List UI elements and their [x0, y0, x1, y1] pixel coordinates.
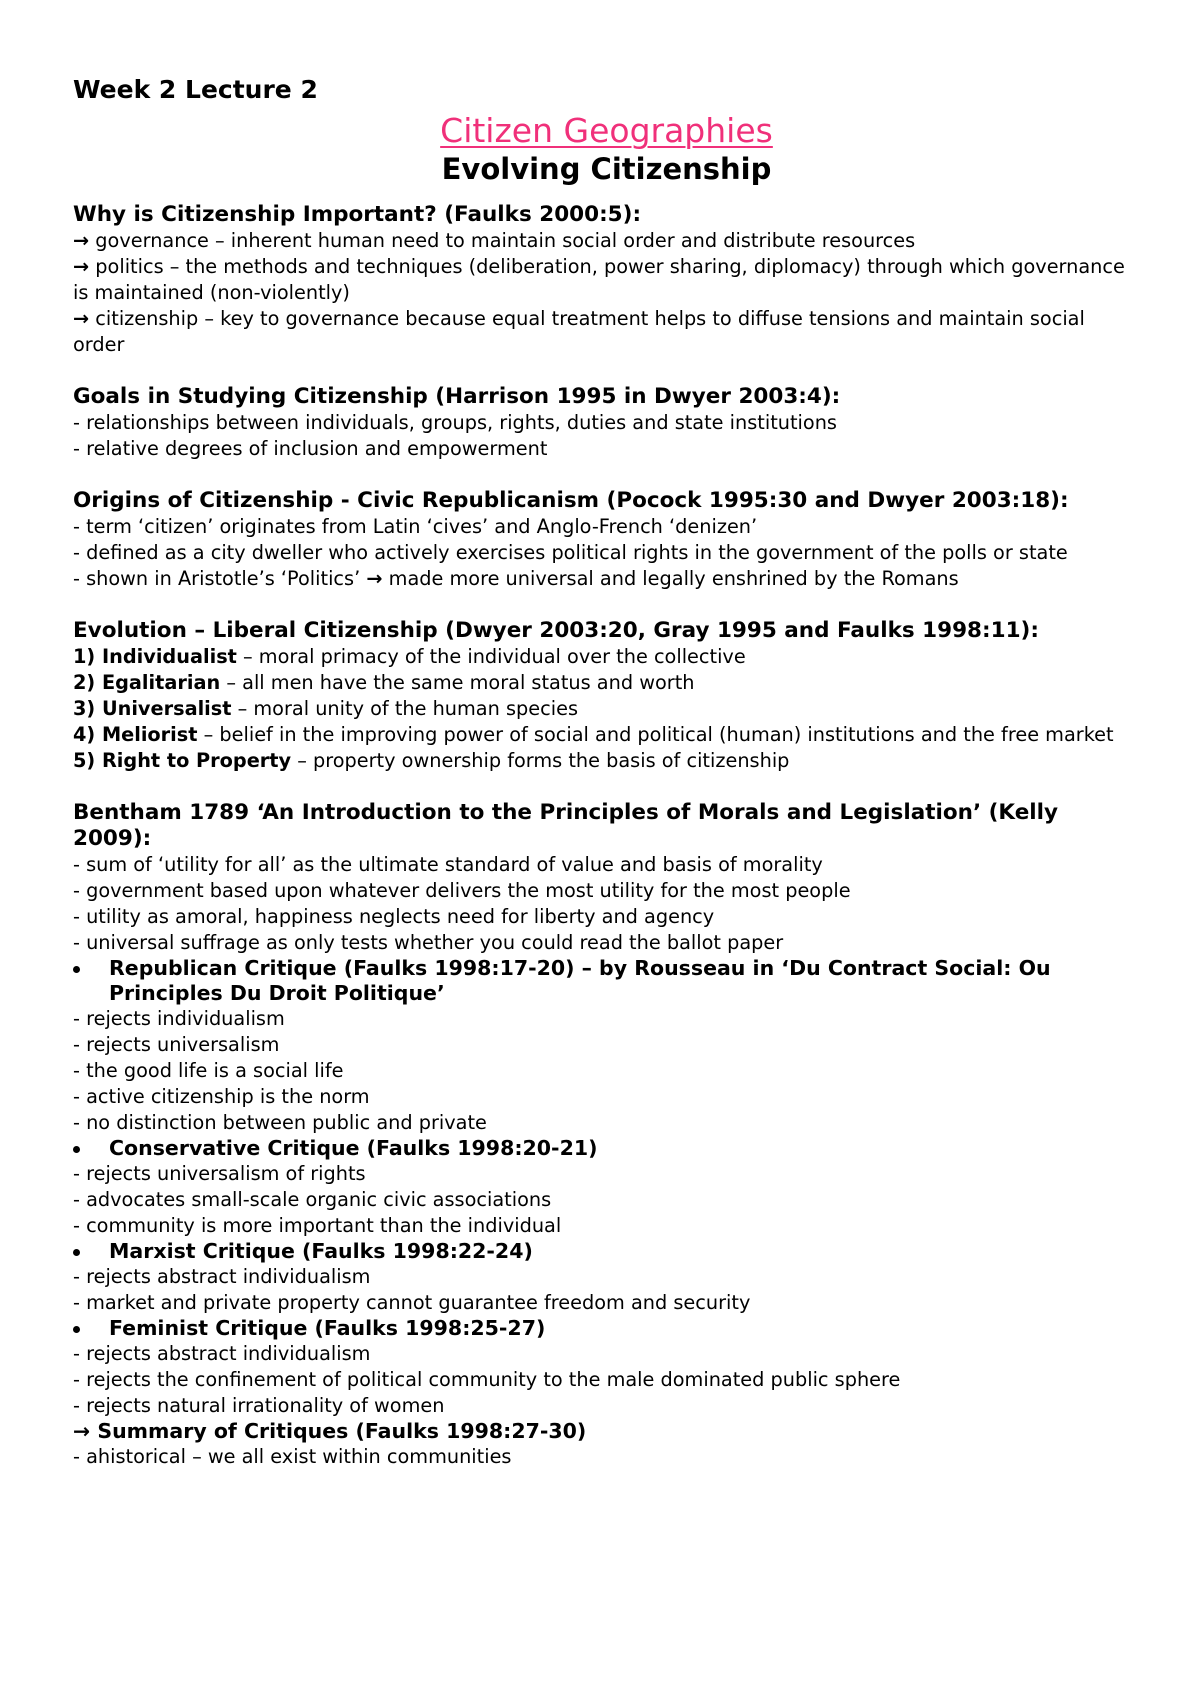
right-arrow-icon: → [73, 229, 90, 252]
lecture-label: Week 2 Lecture 2 [73, 75, 318, 104]
list-item: - advocates small-scale organic civic associations [73, 1188, 552, 1211]
term: 3) Universalist [73, 697, 232, 720]
list-item [73, 566, 1140, 592]
right-arrow-icon: → [73, 307, 90, 330]
subsection-heading-text: Republican Critique (Faulks 1998:17-20) – by Rousseau in ‘Du Contract Social: Ou Principles Du Droit Politique’ [109, 956, 1051, 1005]
subsection-heading-text: Marxist Critique (Faulks 1998:22-24) [109, 1239, 533, 1263]
subsection-heading-text: Feminist Critique (Faulks 1998:25-27) [109, 1316, 546, 1340]
list-item: - market and private property cannot guarantee freedom and security [73, 1291, 751, 1314]
term: 5) Right to Property [73, 749, 292, 772]
section-liberal-citizenship [73, 618, 1140, 774]
term-description: – belief in the improving power of social and political (human) institutions and the free market [197, 723, 1114, 746]
list-item [73, 670, 1140, 696]
list-item [73, 306, 1140, 358]
list-item: - rejects individualism [73, 1007, 285, 1030]
term: 4) Meliorist [73, 723, 198, 746]
list-item: - utility as amoral, happiness neglects need for liberty and agency [73, 905, 715, 928]
list-item-text: made more universal and legally enshrined by the Romans [388, 567, 959, 590]
document-title: Citizen Geographies [440, 111, 773, 150]
section-bentham [73, 800, 1140, 1470]
list-item-text: politics – the methods and techniques (deliberation, power sharing, diplomacy) through which governance is maintained (non-violently) [73, 255, 1125, 304]
term: 2) Egalitarian [73, 671, 221, 694]
subsection-heading [73, 1316, 1140, 1341]
term: 1) Individualist [73, 645, 237, 668]
section-heading: Origins of Citizenship - Civic Republicanism (Pocock 1995:30 and Dwyer 2003:18): [73, 488, 1069, 513]
list-item: - defined as a city dweller who actively exercises political rights in the government of the polls or state [73, 541, 1068, 564]
list-item-text: citizenship – key to governance because equal treatment helps to diffuse tensions and maintain social order [73, 307, 1085, 356]
list-item: - no distinction between public and private [73, 1111, 487, 1134]
section-origins [73, 488, 1140, 592]
section-heading: Bentham 1789 ‘An Introduction to the Principles of Morals and Legislation’ (Kelly 2009): [73, 800, 1059, 851]
list-item: - government based upon whatever delivers the most utility for the most people [73, 879, 851, 902]
list-item [73, 228, 1140, 254]
subsection-heading-text: Summary of Critiques (Faulks 1998:27-30) [97, 1419, 587, 1443]
list-item: - rejects abstract individualism [73, 1265, 371, 1288]
subsection-heading [73, 1239, 1140, 1264]
term-description: – property ownership forms the basis of citizenship [291, 749, 790, 772]
list-item: - rejects the confinement of political community to the male dominated public sphere [73, 1368, 901, 1391]
list-item-text: governance – inherent human need to maintain social order and distribute resources [95, 229, 916, 252]
list-item: - rejects universalism [73, 1033, 280, 1056]
term-description: – moral primacy of the individual over the collective [236, 645, 746, 668]
list-item: - active citizenship is the norm [73, 1085, 370, 1108]
list-item [73, 748, 1140, 774]
list-item: - rejects universalism of rights [73, 1162, 366, 1185]
list-item: - community is more important than the individual [73, 1214, 562, 1237]
section-heading: Why is Citizenship Important? (Faulks 2000:5): [73, 202, 642, 227]
list-item: - rejects natural irrationality of women [73, 1394, 445, 1417]
right-arrow-icon: → [73, 255, 90, 278]
section-heading: Evolution – Liberal Citizenship (Dwyer 2003:20, Gray 1995 and Faulks 1998:11): [73, 618, 1039, 643]
section-why-important [73, 202, 1140, 358]
section-heading: Goals in Studying Citizenship (Harrison 1995 in Dwyer 2003:4): [73, 384, 841, 409]
subsection-heading [73, 1136, 1140, 1161]
list-item: - relative degrees of inclusion and empowerment [73, 437, 548, 460]
right-arrow-icon: → [73, 1419, 91, 1443]
list-item [73, 696, 1140, 722]
list-item [73, 254, 1140, 306]
bullet-icon [73, 1249, 80, 1256]
subsection-heading [73, 956, 1140, 1006]
term-description: – all men have the same moral status and worth [220, 671, 695, 694]
list-item-text: - shown in Aristotle’s ‘Politics’ [73, 567, 361, 590]
subsection-heading-text: Conservative Critique (Faulks 1998:20-21) [109, 1136, 598, 1160]
list-item [73, 644, 1140, 670]
list-item: - term ‘citizen’ originates from Latin ‘cives’ and Anglo-French ‘denizen’ [73, 515, 758, 538]
list-item: - ahistorical – we all exist within communities [73, 1445, 512, 1468]
term-description: – moral unity of the human species [231, 697, 578, 720]
list-item: - relationships between individuals, groups, rights, duties and state institutions [73, 411, 837, 434]
bullet-icon [73, 966, 80, 973]
list-item [73, 722, 1140, 748]
right-arrow-icon: → [366, 567, 383, 590]
list-item: - universal suffrage as only tests whether you could read the ballot paper [73, 931, 784, 954]
list-item: - the good life is a social life [73, 1059, 344, 1082]
list-item: - sum of ‘utility for all’ as the ultimate standard of value and basis of morality [73, 853, 823, 876]
document-subtitle: Evolving Citizenship [441, 152, 772, 186]
list-item: - rejects abstract individualism [73, 1342, 371, 1365]
bullet-icon [73, 1326, 80, 1333]
subsection-heading [73, 1419, 1140, 1444]
section-goals [73, 384, 1140, 462]
bullet-icon [73, 1146, 80, 1153]
